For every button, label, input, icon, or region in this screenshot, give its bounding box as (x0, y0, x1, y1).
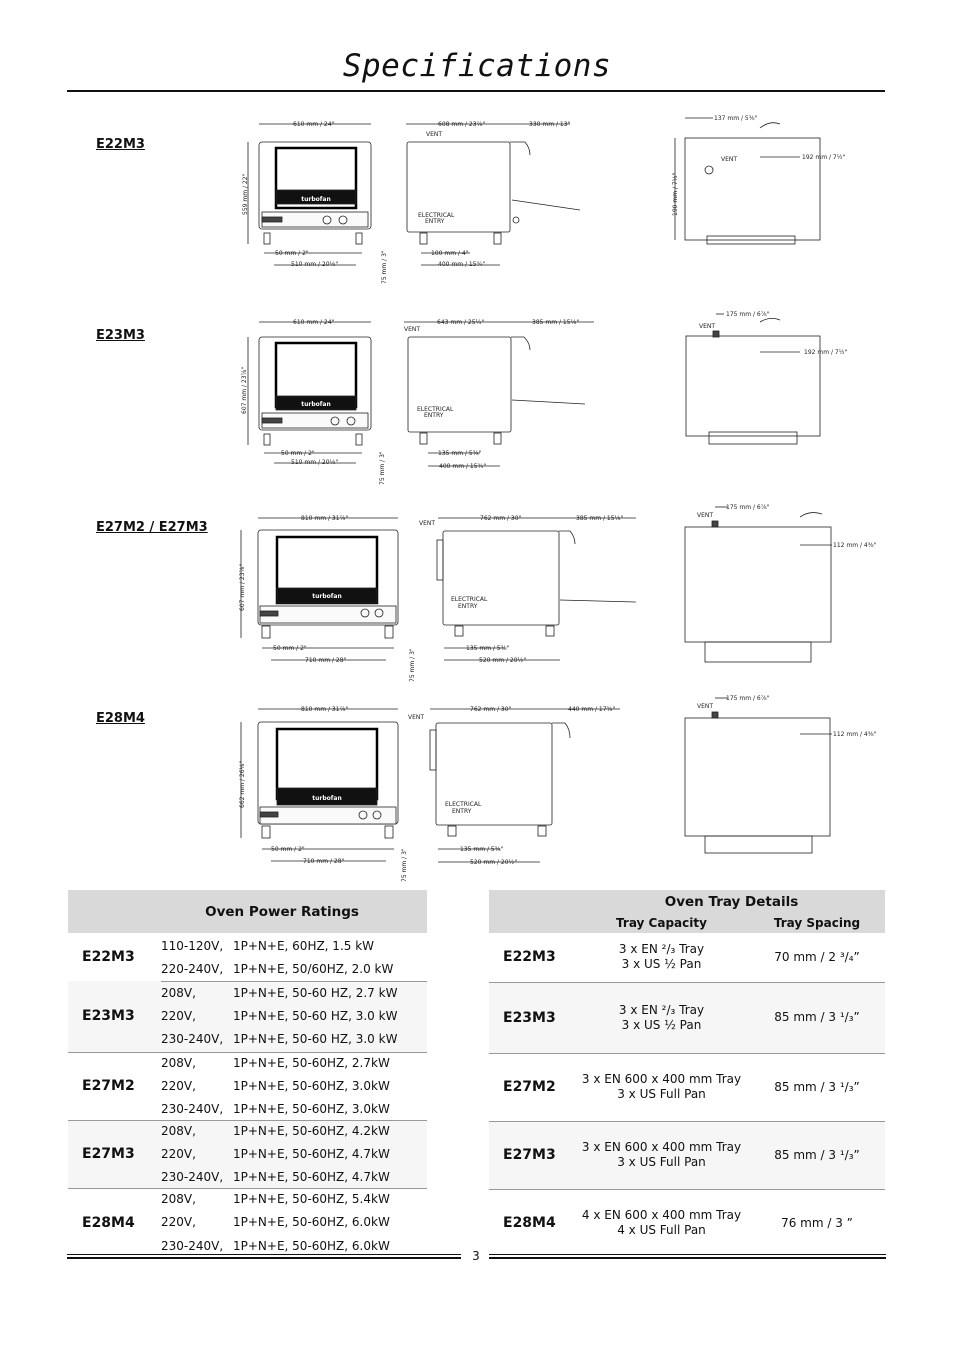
tray-spacing: 70 mm / 2 ³/₄” (749, 933, 885, 982)
power-ratings-table (68, 890, 427, 1257)
e27-front-width-label: 810 mm / 31⅞" (301, 515, 349, 522)
power-spec: 1P+N+E, 50-60HZ, 6.0kW (233, 1214, 390, 1229)
e27-front-height-label: 607 mm / 23⅞" (239, 563, 246, 611)
tray-capacity-header: Tray Capacity (574, 913, 749, 933)
e28m4-top-a-label: 175 mm / 6⅞" (726, 695, 770, 702)
e28m4-top-view (685, 698, 832, 853)
e22m3-front-height-label: 559 mm / 22" (242, 173, 249, 215)
e22m3-electrical-label: ELECTRICAL (418, 212, 455, 219)
tray-capacity-us: 3 x US ½ Pan (621, 1017, 702, 1032)
power-spec: 1P+N+E, 50-60HZ, 2.7kW (233, 1055, 390, 1070)
footer-rule-right-1 (489, 1254, 886, 1255)
tray-capacity-us: 4 x US Full Pan (617, 1223, 706, 1238)
power-voltage: 220V, (161, 1078, 196, 1093)
page-number: 3 (472, 1249, 480, 1263)
e23m3-front-height-label: 607 mm / 23⅞" (241, 366, 248, 414)
tray-model-e27m3: E27M3 (489, 1121, 574, 1189)
tray-capacity-us: 3 x US ½ Pan (621, 957, 702, 972)
tray-model-e22m3: E22M3 (489, 933, 574, 982)
e27-vent-label: VENT (419, 520, 436, 527)
power-spec: 1P+N+E, 50-60HZ, 3.0kW (233, 1098, 427, 1120)
power-voltage: 230-240V, (161, 1166, 233, 1188)
power-spec: 1P+N+E, 50-60 HZ, 2.7 kW (233, 986, 398, 1001)
e23m3-feet-span-label: 510 mm / 20⅛" (291, 459, 339, 466)
tray-details-table (489, 890, 885, 1257)
e27-entry-label: ENTRY (458, 603, 478, 610)
e28m4-side-depth-label: 762 mm / 30" (470, 706, 512, 713)
power-voltage: 220V, (161, 1146, 196, 1161)
power-ratings-heading: Oven Power Ratings (68, 890, 427, 933)
e22m3-side-b-label: 400 mm / 15¾" (438, 261, 486, 268)
e27-side-depth-label: 762 mm / 30" (480, 515, 522, 522)
footer-rule-left-1 (67, 1254, 461, 1255)
e22m3-side-depth-label: 608 mm / 23⅞" (438, 121, 486, 128)
e22m3-feet-span-label: 510 mm / 20⅛" (291, 261, 339, 268)
power-model-e28m4: E28M4 (82, 1214, 135, 1231)
e28m4-top-b-label: 112 mm / 4⅜" (833, 731, 877, 738)
power-model-e23m3: E23M3 (68, 981, 161, 1052)
e28m4-door-label: 440 mm / 17⅜" (568, 706, 616, 713)
e28m4-electrical-label: ELECTRICAL (445, 801, 482, 808)
power-spec: 1P+N+E, 50-60 HZ, 3.0 kW (233, 1009, 398, 1023)
tray-spacing-header: Tray Spacing (749, 913, 885, 933)
tray-capacity-us: 3 x US Full Pan (617, 1155, 706, 1169)
e27-brand-text: turbofan (312, 593, 342, 600)
e22m3-vent-label: VENT (426, 131, 443, 138)
power-voltage: 110-120V, (161, 938, 224, 953)
e23m3-side-a-label: 135 mm / 5⅜" (438, 450, 482, 457)
power-spec: 1P+N+E, 50-60HZ, 3.0kW (233, 1078, 390, 1093)
power-spec: 1P+N+E, 50/60HZ, 2.0 kW (233, 958, 427, 981)
e23m3-door-label: 385 mm / 15⅛" (532, 319, 580, 326)
e23m3-top-a-label: 175 mm / 6⅞" (726, 311, 770, 318)
footer-rule-left-2 (67, 1257, 461, 1259)
power-spec: 1P+N+E, 50-60HZ, 4.2kW (233, 1123, 390, 1138)
tray-details-heading: Oven Tray Details (489, 890, 885, 913)
e22m3-door-label: 330 mm / 13" (529, 121, 571, 128)
e23m3-leg-label: 75 mm / 3" (379, 451, 386, 485)
model-label-e22m3: E22M3 (96, 137, 145, 152)
e27-electrical-label: ELECTRICAL (451, 596, 488, 603)
e28m4-side-view (430, 709, 620, 862)
e23m3-brand-text: turbofan (301, 401, 331, 408)
tray-capacity-en: 3 x EN 600 x 400 mm Tray (581, 1140, 742, 1154)
power-model-e22m3: E22M3 (82, 949, 135, 965)
e22m3-top-b-label: 192 mm / 7½" (802, 154, 846, 161)
tray-capacity-en: 3 x EN ²/₃ Tray (618, 942, 705, 957)
power-voltage: 220-240V, (161, 958, 233, 981)
e23m3-top-b-label: 192 mm / 7½" (804, 349, 848, 356)
page-title: Specifications (342, 48, 612, 84)
e22m3-top-a-label: 137 mm / 5⅜" (714, 115, 758, 122)
e27-side-a-label: 135 mm / 5⅜" (466, 645, 510, 652)
e23m3-top-vent-label: VENT (699, 323, 716, 330)
e28m4-brand-text: turbofan (312, 795, 342, 802)
power-voltage: 208V, (161, 986, 196, 1001)
power-spec: 1P+N+E, 50-60HZ, 5.4kW (233, 1191, 390, 1206)
e23m3-front-width-label: 610 mm / 24" (293, 319, 335, 326)
power-spec: 1P+N+E, 50-60 HZ, 3.0 kW (233, 1027, 427, 1052)
e28m4-feet-inset-label: 50 mm / 2" (271, 846, 305, 853)
footer-rule-right-2 (489, 1257, 886, 1259)
e28m4-entry-label: ENTRY (452, 808, 472, 815)
e22m3-leg-label: 75 mm / 3" (381, 250, 388, 284)
e28m4-side-a-label: 135 mm / 5⅜" (460, 846, 504, 853)
tray-model-e23m3: E23M3 (489, 982, 574, 1053)
tray-model-e27m2: E27M2 (489, 1053, 574, 1121)
e27-top-vent-label: VENT (697, 512, 714, 519)
e27-feet-span-label: 710 mm / 28" (305, 657, 347, 664)
e27-top-view (685, 507, 832, 662)
e23m3-side-view (404, 322, 594, 466)
power-spec: 1P+N+E, 60HZ, 1.5 kW (233, 938, 375, 953)
power-voltage: 208V, (161, 1123, 196, 1138)
e27-feet-inset-label: 50 mm / 2" (273, 645, 307, 652)
e23m3-electrical-label: ELECTRICAL (417, 406, 454, 413)
e23m3-vent-label: VENT (404, 326, 421, 333)
power-model-e27m2: E27M2 (68, 1052, 161, 1120)
e23m3-entry-label: ENTRY (424, 412, 444, 419)
power-spec: 1P+N+E, 50-60HZ, 4.7kW (233, 1146, 390, 1161)
e28m4-side-b-label: 520 mm / 20½" (470, 859, 518, 866)
tray-spacing: 85 mm / 3 ¹/₃” (749, 982, 885, 1053)
e22m3-top-vent-label: VENT (721, 156, 738, 163)
model-label-e28m4: E28M4 (96, 711, 145, 726)
e23m3-front-view (248, 322, 371, 463)
e22m3-side-view (406, 124, 580, 265)
e27-side-b-label: 520 mm / 20½" (479, 657, 527, 664)
e28m4-front-width-label: 810 mm / 31⅞" (301, 706, 349, 713)
e27-top-b-label: 112 mm / 4⅜" (833, 542, 877, 549)
e22m3-brand-text: turbofan (301, 196, 331, 203)
power-voltage: 208V, (161, 1191, 196, 1206)
model-label-e23m3: E23M3 (96, 328, 145, 343)
e22m3-top-h-label: 190 mm / 7½" (672, 172, 679, 216)
e22m3-side-a-label: 100 mm / 4" (431, 250, 469, 257)
tray-capacity-en: 4 x EN 600 x 400 mm Tray (581, 1208, 742, 1223)
power-voltage: 230-240V, (161, 1238, 224, 1253)
e27-top-a-label: 175 mm / 6⅞" (726, 504, 770, 511)
model-label-e27m2-e27m3: E27M2 / E27M3 (96, 520, 208, 535)
e23m3-side-depth-label: 643 mm / 25¼" (437, 319, 485, 326)
e23m3-top-view (686, 314, 820, 444)
power-voltage: 208V, (161, 1055, 196, 1070)
e27-side-view (437, 518, 636, 660)
e22m3-feet-inset-label: 50 mm / 2" (275, 250, 309, 257)
e28m4-front-height-label: 662 mm / 26⅛" (239, 760, 246, 808)
tray-capacity-us: 3 x US Full Pan (617, 1087, 706, 1101)
e23m3-side-b-label: 400 mm / 15¾" (439, 463, 487, 470)
e22m3-entry-label: ENTRY (425, 218, 445, 225)
tray-capacity-en: 3 x EN 600 x 400 mm Tray (581, 1072, 742, 1086)
e22m3-front-width-label: 610 mm / 24" (293, 121, 335, 128)
power-voltage: 230-240V, (161, 1027, 233, 1052)
power-spec: 1P+N+E, 50-60HZ, 4.7kW (233, 1166, 427, 1188)
tray-spacing: 76 mm / 3 ” (781, 1215, 853, 1230)
e28m4-vent-label: VENT (408, 714, 425, 721)
tray-spacing: 85 mm / 3 ¹/₃” (749, 1121, 885, 1189)
power-model-e27m3: E27M3 (68, 1120, 161, 1188)
e27-leg-label: 75 mm / 3" (409, 648, 416, 682)
e28m4-front-view (241, 709, 398, 861)
e28m4-leg-label: 75 mm / 3" (401, 848, 408, 882)
tray-capacity-en: 3 x EN ²/₃ Tray (618, 1002, 705, 1017)
e23m3-feet-inset-label: 50 mm / 2" (281, 450, 315, 457)
tray-model-e28m4: E28M4 (503, 1215, 556, 1232)
power-voltage: 230-240V, (161, 1098, 233, 1120)
e28m4-feet-span-label: 710 mm / 28" (303, 858, 345, 865)
power-spec: 1P+N+E, 50-60HZ, 6.0kW (233, 1238, 390, 1253)
tray-spacing: 85 mm / 3 ¹/₃” (749, 1053, 885, 1121)
power-voltage: 220V, (161, 1009, 196, 1023)
e22m3-top-view (675, 118, 820, 244)
power-voltage: 220V, (161, 1214, 196, 1229)
e27-door-label: 385 mm / 15⅛" (576, 515, 624, 522)
e28m4-top-vent-label: VENT (697, 703, 714, 710)
